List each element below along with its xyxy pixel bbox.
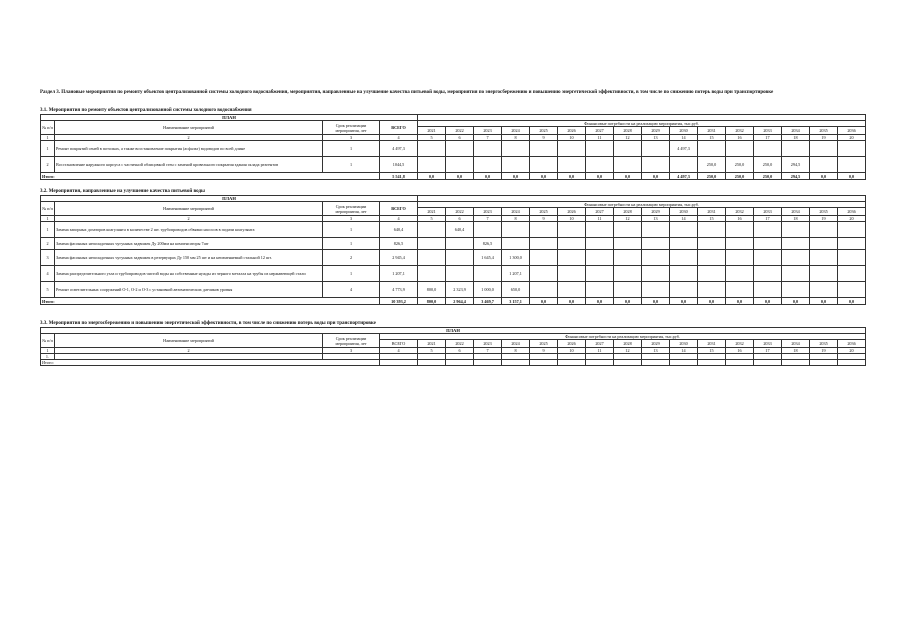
term-header: Срок реализации мероприятия, лет [323,334,380,348]
table-row: 3 Замена фасонных неполадочных чугунных задвижек в резервуарах Ду 150 мм 25 шт и на неизменяемый стальной 12 шт. 2 2 945,4 1 645,4 1 300,0 [41,250,866,266]
year-header: 2024 [502,127,530,135]
name-header: Наименование мероприятий [55,121,323,135]
table-row: 1. [41,354,866,360]
num-header: № п/п [41,334,55,348]
num-header: № п/п [41,121,55,135]
section-3-1 [40,108,866,180]
year-header: 2026 [558,208,586,216]
year-header: 2031 [698,340,726,348]
year-header: 2036 [838,340,866,348]
plan-header: ПЛАН [41,196,418,202]
table-row: 2 Восстановление наружного корпуса с частичной облицовкой стен с заменой кровельного покрытия здания склада реагентов 1 1044,5 250,0 250,0 250,0 294,5 [41,157,866,173]
year-header: 2023 [474,127,502,135]
column-numbers-row: 1 2 3 4 5 6 7 8 9 10 11 12 13 14 15 16 17 18 19 20 [41,135,866,141]
year-header: 2024 [502,340,530,348]
plan-header: ПЛАН [41,328,866,334]
year-header: 2027 [586,127,614,135]
total-row: Итого: 10 393,2 800,0 2 964,4 3 469,7 3 157,1 0,0 0,0 0,0 0,0 0,0 0,0 0,0 0,0 0,0 0,0 0,0 0,0 [41,298,866,305]
plan-table [40,327,866,366]
year-header: 2022 [446,340,474,348]
table-row: 4 Замена распределительного узла и трубопроводов чистой воды на собственные нужды из черного металла на трубы из нержавеющей стали 1 1 207,1 1 207,1 [41,266,866,282]
section-3-3 [40,321,866,366]
year-header: 2030 [670,340,698,348]
table-row: 1 Замена запорных дозаторов коагулянта в количестве 2 шт. трубопроводов обвязки насосов в подачи коагулянта 1 640,4 640,4 [41,222,866,238]
year-header: 2021 [418,208,446,216]
year-header: 2028 [614,340,642,348]
year-header: 2034 [782,340,810,348]
year-header: 2033 [754,340,782,348]
finance-header: Финансовые потребности на реализацию мероприятия, тыс.руб. [380,334,866,340]
year-header: 2036 [838,208,866,216]
year-header: 2024 [502,208,530,216]
year-header: 2025 [530,340,558,348]
year-header: 2026 [558,340,586,348]
name-header: Наименование мероприятий [55,202,323,216]
table-row: 1 Ремонт покрытий сеней в потолках, а также восстановление покрытия (асфальт) водоводов по всей длине 1 4 497,3 4 497,3 [41,141,866,157]
column-numbers-row: 1 2 3 4 5 6 7 8 9 10 11 12 13 14 15 16 17 18 19 20 [41,348,866,354]
year-header: 2025 [530,127,558,135]
year-header: 2032 [726,340,754,348]
year-header: 2022 [446,127,474,135]
year-header: 2021 [418,340,446,348]
finance-header: Финансовые потребности на реализацию мероприятия, тыс.руб. [418,121,866,127]
total-header: ВСЕГО [380,121,418,135]
total-header: ВСЕГО [380,340,418,348]
plan-table [40,195,866,305]
year-header: 2030 [670,127,698,135]
section-3-2 [40,189,866,305]
section-title: 3.3. Мероприятия по энергосбережению и повышению энергетической эффективности, в том числе по снижению потерь воды при транспортировке [40,321,376,326]
year-header: 2023 [474,340,502,348]
year-header: 2031 [698,208,726,216]
year-header: 2032 [726,208,754,216]
plan-header: ПЛАН [41,115,418,121]
section-title: 3.2. Мероприятия, направленные на улучшение качества питьевой воды [40,189,205,194]
total-row: Итого: 5 541,8 0,0 0,0 0,0 0,0 0,0 0,0 0,0 0,0 0,0 4 497,3 250,0 250,0 250,0 294,5 0,0 0,0 [41,173,866,180]
plan-table [40,114,866,180]
section-title: 3.1. Мероприятия по ремонту объектов централизованной системы холодного водоснабжения [40,108,252,113]
year-header: 2029 [642,208,670,216]
year-header: 2029 [642,127,670,135]
year-header: 2036 [838,127,866,135]
num-header: № п/п [41,202,55,216]
finance-header: Финансовые потребности на реализацию мероприятия, тыс.руб. [418,202,866,208]
year-header: 2026 [558,127,586,135]
year-header: 2033 [754,127,782,135]
year-header: 2035 [810,340,838,348]
section-heading: Раздел 3. Плановые мероприятия по ремонту объектов централизованной системы холодного водоснабжения, мероприятия, направленные на улучшение качества питьевой воды, мероприятия по энергосбережению и повышению энергетической эффективности, в том числе по снижению потерь воды при транспортировке [40,90,774,95]
year-header: 2034 [782,208,810,216]
year-header: 2033 [754,208,782,216]
year-header: 2025 [530,208,558,216]
year-header: 2035 [810,208,838,216]
year-header: 2034 [782,127,810,135]
year-header: 2027 [586,208,614,216]
year-header: 2027 [586,340,614,348]
year-header: 2035 [810,127,838,135]
table-row: 5 Ремонт осветлительных сооружений О-1, О-2 и О-3 с установкой автоматических датчиков уровня 4 4 773,9 800,0 2 323,9 1 000,0 650,0 [41,282,866,298]
year-header: 2028 [614,127,642,135]
year-header: 2030 [670,208,698,216]
year-header: 2023 [474,208,502,216]
year-header: 2029 [642,340,670,348]
column-numbers-row: 1 2 3 4 5 6 7 8 9 10 11 12 13 14 15 16 17 18 19 20 [41,216,866,222]
table-row: 2 Замена фасонных неполадочных чугунных задвижек Ду 200мм на компенсаторы 7шт 1 826,5 826,5 [41,238,866,250]
year-header: 2032 [726,127,754,135]
term-header: Срок реализации мероприятия, лет [323,121,380,135]
year-header: 2022 [446,208,474,216]
year-header: 2028 [614,208,642,216]
total-row: Итого: [41,360,866,366]
year-header: 2021 [418,127,446,135]
year-header: 2031 [698,127,726,135]
name-header: Наименование мероприятий [55,334,323,348]
term-header: Срок реализации мероприятия, лет [323,202,380,216]
total-header: ВСЕГО [380,202,418,216]
